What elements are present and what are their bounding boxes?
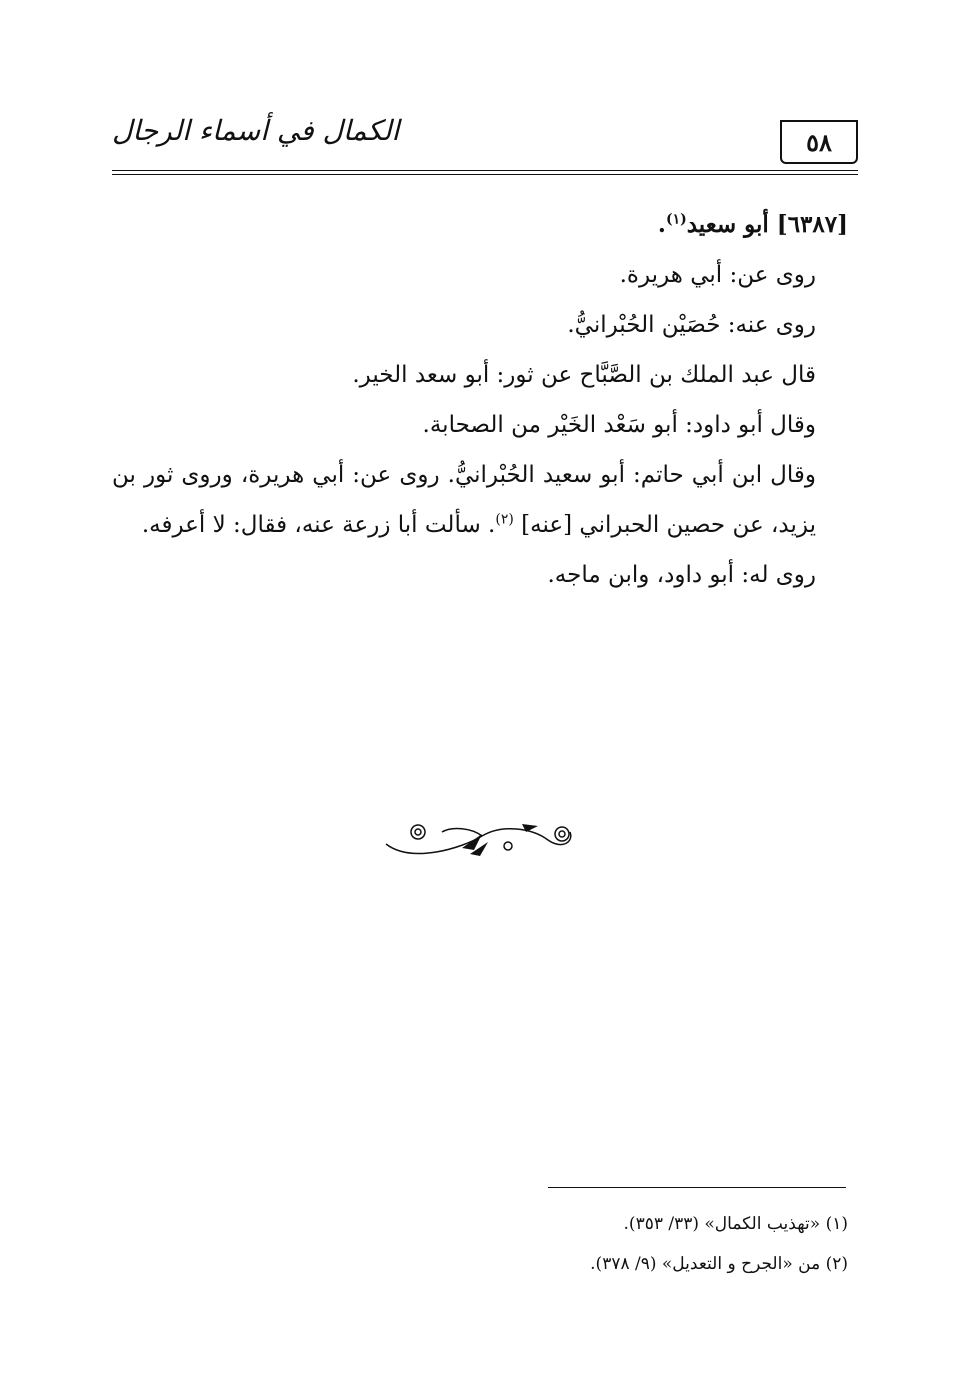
ibn-abi-hatim-paragraph [112, 450, 848, 550]
narrated-by-line: روى عنه: حُصَيْن الحُبْرانيُّ. [567, 312, 816, 338]
entry-name-end: . [657, 211, 666, 238]
book-title: الكمال في أسماء الرجال [112, 114, 400, 147]
ornament-divider [382, 818, 576, 862]
footnote-ref-1: (١) [665, 211, 687, 228]
footnote-ref-2: (٢) [495, 511, 514, 528]
paragraph-part-2: . سألت أبا زرعة عنه، فقال: لا أعرفه. [141, 512, 496, 538]
quote-abudawud-line: وقال أبو داود: أبو سَعْد الخَيْر من الصحابة. [422, 412, 816, 438]
footnote-2: (٢) من «الجرح و التعديل» (٩/ ٣٧٨). [590, 1254, 848, 1274]
entry-body [112, 200, 848, 600]
footnote-1: (١) «تهذيب الكمال» (٣٣/ ٣٥٣). [623, 1214, 848, 1234]
narrated-for-line: روى له: أبو داود، وابن ماجه. [547, 562, 816, 588]
quote-abdulmalik-line: قال عبد الملك بن الصَّبَّاح عن ثور: أبو سعد الخير. [352, 362, 816, 388]
header-rule [112, 170, 858, 171]
entry-name: أبو سعيد [686, 211, 769, 238]
entry-number: [٦٣٨٧] [776, 211, 848, 238]
paragraph-part-1: وقال ابن أبي حاتم: أبو سعيد الحُبْرانيُّ. روى عن: أبي هريرة، وروى ثور بن يزيد، عن حصين الحبراني [عنه] [112, 462, 816, 538]
footnotes [112, 1204, 848, 1284]
page-header [112, 108, 858, 172]
footnote-separator [548, 1187, 846, 1188]
entry-heading [112, 200, 848, 250]
page-number: ٥٨ [780, 120, 858, 164]
header-rule-thin [112, 174, 858, 175]
narrated-from-line: روى عن: أبي هريرة. [619, 262, 816, 288]
